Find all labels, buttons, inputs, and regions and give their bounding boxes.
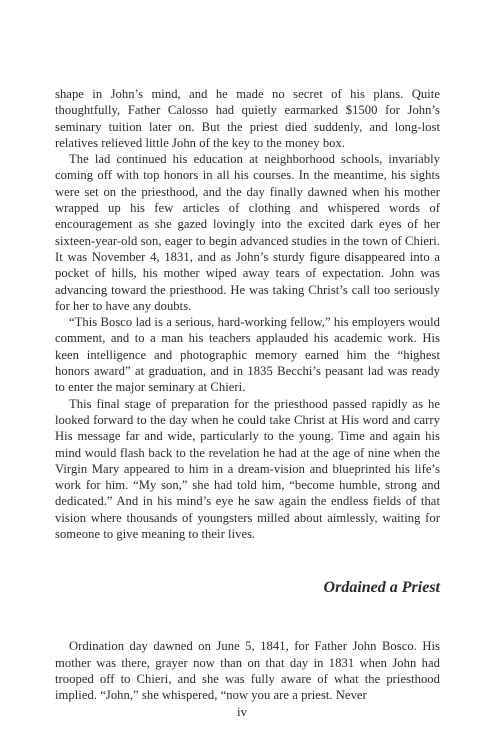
paragraph-final-stage: This final stage of preparation for the priesthood passed rapidly as he looked forward to the day when he could take Christ at His word and carry His message far and wide, particularly to the young. Time and again his mind would flash back to the revelation he had at the age of nine when the Virgin Mary appeared to him in a dream-vision and blueprinted his life’s work for him. “My son,” she had told him, “become humble, strong and dedicated.” And in his mind’s eye he saw again the endless fields of that vision where thousands of youngsters milled about aimlessly, waiting for someone to give meaning to their lives. — [55, 396, 440, 542]
paragraph-chieri-departure: The lad continued his education at neighborhood schools, invariably coming off with top honors in all his courses. In the meantime, his sights were set on the priesthood, and the day finally dawned when his mother wrapped up his few articles of clothing and whispered words of encouragement as she gazed lovingly into the excited dark eyes of her sixteen-year-old son, eager to begin advanced studies in the town of Chieri. It was November 4, 1831, and as John’s sturdy figure disappeared into a pocket of hills, his mother wiped away tears of expectation. John was advancing toward the priesthood. He was taking Christ’s call too seriously for her to have any doubts. — [55, 152, 440, 313]
page-body — [55, 86, 440, 704]
paragraph-ordination: Ordination day dawned on June 5, 1841, for Father John Bosco. His mother was there, grayer now than on that day in 1831 when John had trooped off to Chieri, and she was fully aware of what the priesthood implied. “John,” she whispered, “now you are a priest. Never — [55, 639, 440, 703]
paragraph-hard-working: “This Bosco lad is a serious, hard-working fellow,” his employers would comment, and to a man his teachers applauded his academic work. His keen intelligence and photographic memory earned him the “highest honors award” at graduation, and in 1835 Becchi’s peasant lad was ready to enter the major seminary at Chieri. — [55, 315, 440, 395]
paragraph-continuation: shape in John’s mind, and he made no secret of his plans. Quite thoughtfully, Father Calosso had quietly earmarked $1500 for John’s seminary tuition later on. But the priest died suddenly, and long-lost relatives relieved little John of the key to the money box. — [55, 87, 440, 150]
page-number: iv — [236, 704, 248, 719]
section-heading: Ordained a Priest — [323, 579, 440, 597]
